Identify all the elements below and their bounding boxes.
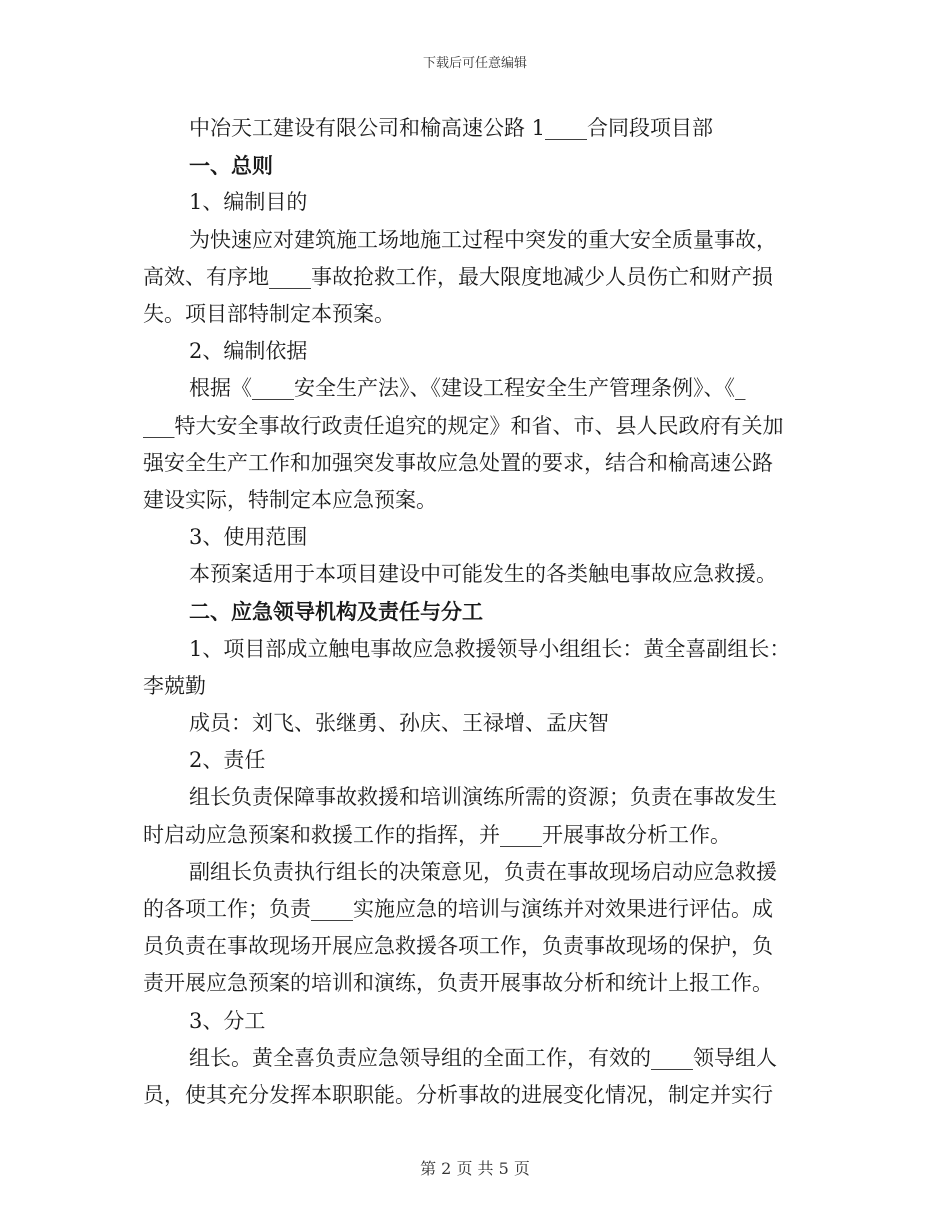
text-line: 李兢勤 (143, 673, 206, 698)
section-heading: 二、应急领导机构及责任与分工 (189, 599, 483, 625)
text-line: 1、项目部成立触电事故应急救援领导小组组长：黄全喜副组长： (189, 636, 791, 661)
page-footer: 第 2 页 共 5 页 (420, 1159, 530, 1178)
text-line: 为快速应对建筑施工场地施工过程中突发的重大安全质量事故， (189, 227, 777, 252)
text-line: 强安全生产工作和加强突发事故应急处置的要求，结合和榆高速公路 (143, 450, 773, 475)
text-line: 根据《____安全生产法》、《建设工程安全生产管理条例》、《_ (189, 376, 746, 401)
text-line: 时启动应急预案和救援工作的指挥，并____开展事故分析工作。 (143, 822, 731, 847)
text-line: 1、编制目的 (189, 190, 308, 215)
text-line: 失。项目部特制定本预案。 (143, 301, 395, 326)
text-line: 建设实际，特制定本应急预案。 (143, 487, 437, 512)
document-body (143, 110, 803, 1114)
text-line: 员，使其充分发挥本职职能。分析事故的进展变化情况，制定并实行 (143, 1082, 773, 1107)
text-line: 2、责任 (189, 748, 266, 773)
text-line: 的各项工作；负责____实施应急的培训与演练并对效果进行评估。成 (143, 896, 773, 921)
text-line: 组长。黄全喜负责应急领导组的全面工作，有效的____领导组人 (189, 1045, 777, 1070)
text-line: ___特大安全事故行政责任追究的规定》和省、市、县人民政府有关加 (143, 413, 784, 438)
text-line: 3、分工 (189, 1008, 266, 1033)
section-heading: 一、总则 (189, 153, 273, 179)
text-line: 成员：刘飞、张继勇、孙庆、王禄增、孟庆智 (189, 711, 609, 735)
text-line: 中冶天工建设有限公司和榆高速公路 1____合同段项目部 (189, 116, 714, 140)
text-line: 3、使用范围 (189, 525, 308, 550)
text-line: 责开展应急预案的培训和演练，负责开展事故分析和统计上报工作。 (143, 971, 773, 996)
text-line: 副组长负责执行组长的决策意见，负责在事故现场启动应急救援 (189, 859, 777, 884)
text-line: 组长负责保障事故救援和培训演练所需的资源；负责在事故发生 (189, 785, 777, 810)
text-line: 员负责在事故现场开展应急救援各项工作，负责事故现场的保护，负 (143, 934, 773, 959)
text-line: 本预案适用于本项目建设中可能发生的各类触电事故应急救援。 (189, 562, 777, 587)
text-line: 高效、有序地____事故抢救工作，最大限度地减少人员伤亡和财产损 (143, 264, 773, 289)
text-line: 2、编制依据 (189, 339, 308, 364)
page-header: 下载后可任意编辑 (422, 56, 527, 71)
